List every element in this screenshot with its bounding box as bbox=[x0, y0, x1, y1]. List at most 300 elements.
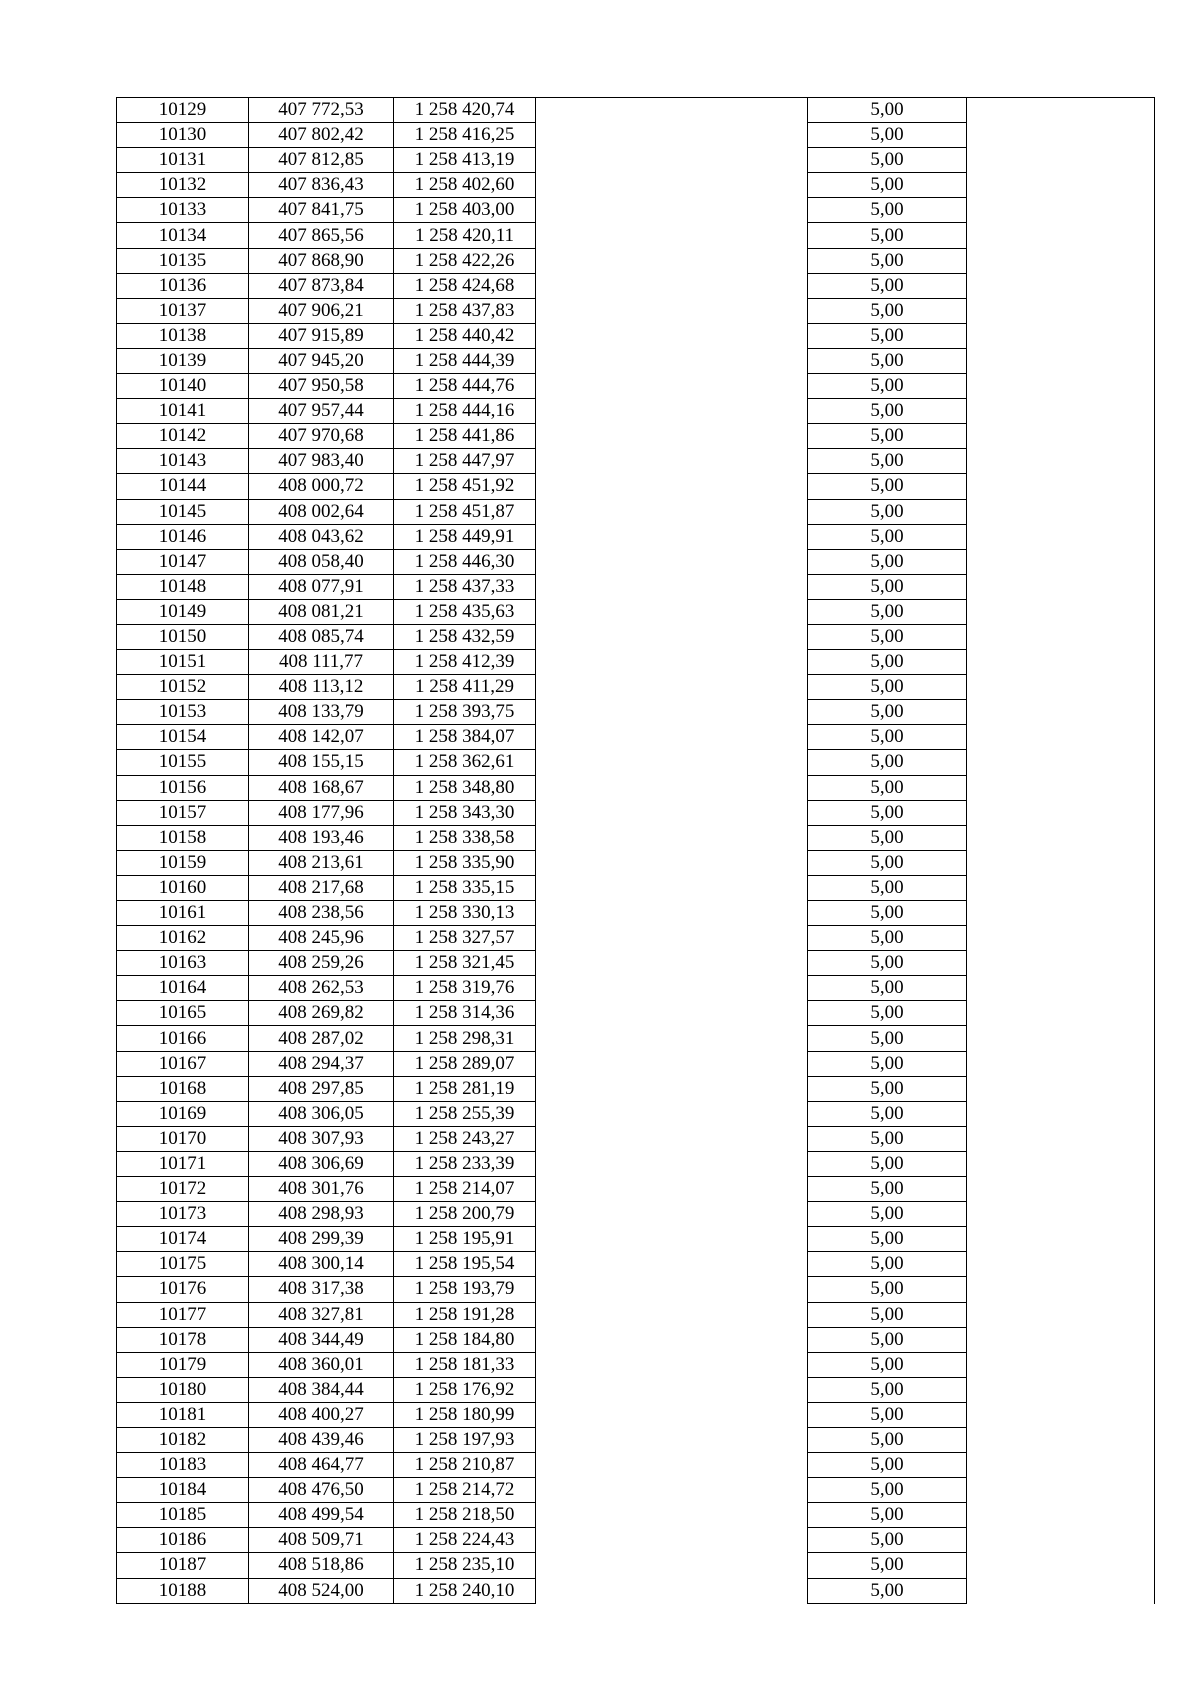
x-coordinate-cell: 408 294,37 bbox=[249, 1051, 394, 1076]
x-coordinate-cell: 407 945,20 bbox=[249, 348, 394, 373]
value-cell: 5,00 bbox=[808, 1553, 967, 1578]
empty-cell bbox=[967, 1227, 1155, 1252]
point-number-cell: 10137 bbox=[117, 298, 249, 323]
table-row bbox=[117, 348, 1155, 373]
table-row bbox=[117, 725, 1155, 750]
value-cell: 5,00 bbox=[808, 273, 967, 298]
empty-cell bbox=[536, 1478, 808, 1503]
value-cell: 5,00 bbox=[808, 248, 967, 273]
value-cell: 5,00 bbox=[808, 850, 967, 875]
table-row bbox=[117, 424, 1155, 449]
point-number-cell: 10178 bbox=[117, 1327, 249, 1352]
x-coordinate-cell: 408 000,72 bbox=[249, 474, 394, 499]
empty-cell bbox=[536, 123, 808, 148]
table-row bbox=[117, 1402, 1155, 1427]
x-coordinate-cell: 407 970,68 bbox=[249, 424, 394, 449]
point-number-cell: 10152 bbox=[117, 675, 249, 700]
empty-cell bbox=[536, 449, 808, 474]
value-cell: 5,00 bbox=[808, 123, 967, 148]
empty-cell bbox=[536, 825, 808, 850]
y-coordinate-cell: 1 258 444,76 bbox=[394, 374, 536, 399]
point-number-cell: 10172 bbox=[117, 1177, 249, 1202]
value-cell: 5,00 bbox=[808, 750, 967, 775]
table-row bbox=[117, 1528, 1155, 1553]
x-coordinate-cell: 408 113,12 bbox=[249, 675, 394, 700]
empty-cell bbox=[536, 1001, 808, 1026]
table-row bbox=[117, 750, 1155, 775]
x-coordinate-cell: 408 245,96 bbox=[249, 926, 394, 951]
table-row bbox=[117, 1302, 1155, 1327]
x-coordinate-cell: 408 287,02 bbox=[249, 1026, 394, 1051]
empty-cell bbox=[967, 775, 1155, 800]
y-coordinate-cell: 1 258 432,59 bbox=[394, 624, 536, 649]
empty-cell bbox=[967, 198, 1155, 223]
table-row bbox=[117, 1327, 1155, 1352]
value-cell: 5,00 bbox=[808, 976, 967, 1001]
point-number-cell: 10184 bbox=[117, 1478, 249, 1503]
empty-cell bbox=[967, 98, 1155, 123]
x-coordinate-cell: 408 301,76 bbox=[249, 1177, 394, 1202]
table-row bbox=[117, 1126, 1155, 1151]
x-coordinate-cell: 407 950,58 bbox=[249, 374, 394, 399]
y-coordinate-cell: 1 258 240,10 bbox=[394, 1578, 536, 1603]
empty-cell bbox=[967, 1528, 1155, 1553]
empty-cell bbox=[536, 323, 808, 348]
x-coordinate-cell: 408 193,46 bbox=[249, 825, 394, 850]
x-coordinate-cell: 408 298,93 bbox=[249, 1202, 394, 1227]
empty-cell bbox=[967, 650, 1155, 675]
empty-cell bbox=[967, 875, 1155, 900]
x-coordinate-cell: 408 238,56 bbox=[249, 901, 394, 926]
point-number-cell: 10143 bbox=[117, 449, 249, 474]
empty-cell bbox=[536, 298, 808, 323]
point-number-cell: 10166 bbox=[117, 1026, 249, 1051]
table-row bbox=[117, 901, 1155, 926]
empty-cell bbox=[967, 1277, 1155, 1302]
y-coordinate-cell: 1 258 422,26 bbox=[394, 248, 536, 273]
point-number-cell: 10169 bbox=[117, 1101, 249, 1126]
value-cell: 5,00 bbox=[808, 1252, 967, 1277]
point-number-cell: 10150 bbox=[117, 624, 249, 649]
empty-cell bbox=[967, 800, 1155, 825]
empty-cell bbox=[536, 223, 808, 248]
value-cell: 5,00 bbox=[808, 800, 967, 825]
empty-cell bbox=[967, 524, 1155, 549]
empty-cell bbox=[967, 1427, 1155, 1452]
empty-cell bbox=[967, 1503, 1155, 1528]
value-cell: 5,00 bbox=[808, 1377, 967, 1402]
table-row bbox=[117, 1101, 1155, 1126]
y-coordinate-cell: 1 258 180,99 bbox=[394, 1402, 536, 1427]
point-number-cell: 10183 bbox=[117, 1453, 249, 1478]
value-cell: 5,00 bbox=[808, 1503, 967, 1528]
value-cell: 5,00 bbox=[808, 1402, 967, 1427]
x-coordinate-cell: 408 177,96 bbox=[249, 800, 394, 825]
value-cell: 5,00 bbox=[808, 599, 967, 624]
y-coordinate-cell: 1 258 176,92 bbox=[394, 1377, 536, 1402]
value-cell: 5,00 bbox=[808, 1001, 967, 1026]
point-number-cell: 10177 bbox=[117, 1302, 249, 1327]
x-coordinate-cell: 408 524,00 bbox=[249, 1578, 394, 1603]
value-cell: 5,00 bbox=[808, 98, 967, 123]
table-row bbox=[117, 800, 1155, 825]
empty-cell bbox=[536, 875, 808, 900]
y-coordinate-cell: 1 258 447,97 bbox=[394, 449, 536, 474]
empty-cell bbox=[536, 1453, 808, 1478]
x-coordinate-cell: 407 868,90 bbox=[249, 248, 394, 273]
x-coordinate-cell: 408 499,54 bbox=[249, 1503, 394, 1528]
empty-cell bbox=[967, 1553, 1155, 1578]
table-row bbox=[117, 499, 1155, 524]
empty-cell bbox=[536, 1101, 808, 1126]
y-coordinate-cell: 1 258 191,28 bbox=[394, 1302, 536, 1327]
point-number-cell: 10141 bbox=[117, 399, 249, 424]
y-coordinate-cell: 1 258 437,83 bbox=[394, 298, 536, 323]
point-number-cell: 10165 bbox=[117, 1001, 249, 1026]
empty-cell bbox=[967, 700, 1155, 725]
empty-cell bbox=[967, 1478, 1155, 1503]
empty-cell bbox=[536, 1202, 808, 1227]
y-coordinate-cell: 1 258 451,92 bbox=[394, 474, 536, 499]
empty-cell bbox=[536, 775, 808, 800]
table-row bbox=[117, 850, 1155, 875]
value-cell: 5,00 bbox=[808, 700, 967, 725]
empty-cell bbox=[536, 424, 808, 449]
point-number-cell: 10174 bbox=[117, 1227, 249, 1252]
value-cell: 5,00 bbox=[808, 901, 967, 926]
point-number-cell: 10145 bbox=[117, 499, 249, 524]
point-number-cell: 10157 bbox=[117, 800, 249, 825]
empty-cell bbox=[536, 1302, 808, 1327]
point-number-cell: 10164 bbox=[117, 976, 249, 1001]
empty-cell bbox=[967, 1026, 1155, 1051]
x-coordinate-cell: 408 327,81 bbox=[249, 1302, 394, 1327]
value-cell: 5,00 bbox=[808, 198, 967, 223]
y-coordinate-cell: 1 258 195,54 bbox=[394, 1252, 536, 1277]
empty-cell bbox=[967, 399, 1155, 424]
point-number-cell: 10147 bbox=[117, 549, 249, 574]
value-cell: 5,00 bbox=[808, 624, 967, 649]
table-row bbox=[117, 1151, 1155, 1176]
y-coordinate-cell: 1 258 233,39 bbox=[394, 1151, 536, 1176]
empty-cell bbox=[967, 901, 1155, 926]
table-row bbox=[117, 574, 1155, 599]
table-row bbox=[117, 98, 1155, 123]
x-coordinate-cell: 408 043,62 bbox=[249, 524, 394, 549]
empty-cell bbox=[536, 1578, 808, 1603]
empty-cell bbox=[536, 750, 808, 775]
y-coordinate-cell: 1 258 441,86 bbox=[394, 424, 536, 449]
table-row bbox=[117, 700, 1155, 725]
point-number-cell: 10135 bbox=[117, 248, 249, 273]
x-coordinate-cell: 408 262,53 bbox=[249, 976, 394, 1001]
empty-cell bbox=[967, 549, 1155, 574]
y-coordinate-cell: 1 258 184,80 bbox=[394, 1327, 536, 1352]
table-row bbox=[117, 1478, 1155, 1503]
x-coordinate-cell: 408 297,85 bbox=[249, 1076, 394, 1101]
x-coordinate-cell: 408 081,21 bbox=[249, 599, 394, 624]
empty-cell bbox=[967, 449, 1155, 474]
table-row bbox=[117, 1553, 1155, 1578]
y-coordinate-cell: 1 258 440,42 bbox=[394, 323, 536, 348]
x-coordinate-cell: 407 802,42 bbox=[249, 123, 394, 148]
empty-cell bbox=[967, 1352, 1155, 1377]
empty-cell bbox=[536, 98, 808, 123]
x-coordinate-cell: 407 906,21 bbox=[249, 298, 394, 323]
point-number-cell: 10176 bbox=[117, 1277, 249, 1302]
x-coordinate-cell: 408 400,27 bbox=[249, 1402, 394, 1427]
table-row bbox=[117, 1453, 1155, 1478]
x-coordinate-cell: 408 317,38 bbox=[249, 1277, 394, 1302]
x-coordinate-cell: 408 306,69 bbox=[249, 1151, 394, 1176]
empty-cell bbox=[967, 424, 1155, 449]
table-row bbox=[117, 1277, 1155, 1302]
y-coordinate-cell: 1 258 214,72 bbox=[394, 1478, 536, 1503]
empty-cell bbox=[967, 951, 1155, 976]
empty-cell bbox=[536, 1177, 808, 1202]
y-coordinate-cell: 1 258 416,25 bbox=[394, 123, 536, 148]
table-row bbox=[117, 323, 1155, 348]
point-number-cell: 10131 bbox=[117, 148, 249, 173]
point-number-cell: 10146 bbox=[117, 524, 249, 549]
empty-cell bbox=[967, 123, 1155, 148]
x-coordinate-cell: 408 259,26 bbox=[249, 951, 394, 976]
y-coordinate-cell: 1 258 321,45 bbox=[394, 951, 536, 976]
empty-cell bbox=[536, 650, 808, 675]
empty-cell bbox=[536, 1503, 808, 1528]
x-coordinate-cell: 408 464,77 bbox=[249, 1453, 394, 1478]
empty-cell bbox=[536, 800, 808, 825]
value-cell: 5,00 bbox=[808, 1302, 967, 1327]
empty-cell bbox=[536, 1076, 808, 1101]
point-number-cell: 10151 bbox=[117, 650, 249, 675]
empty-cell bbox=[536, 1427, 808, 1452]
table-row bbox=[117, 650, 1155, 675]
table-row bbox=[117, 474, 1155, 499]
empty-cell bbox=[967, 1126, 1155, 1151]
table-row bbox=[117, 1076, 1155, 1101]
x-coordinate-cell: 407 865,56 bbox=[249, 223, 394, 248]
table-row bbox=[117, 675, 1155, 700]
y-coordinate-cell: 1 258 335,90 bbox=[394, 850, 536, 875]
empty-cell bbox=[536, 850, 808, 875]
x-coordinate-cell: 408 476,50 bbox=[249, 1478, 394, 1503]
point-number-cell: 10129 bbox=[117, 98, 249, 123]
empty-cell bbox=[536, 198, 808, 223]
value-cell: 5,00 bbox=[808, 424, 967, 449]
empty-cell bbox=[536, 374, 808, 399]
x-coordinate-cell: 408 085,74 bbox=[249, 624, 394, 649]
point-number-cell: 10186 bbox=[117, 1528, 249, 1553]
empty-cell bbox=[536, 1352, 808, 1377]
table-row bbox=[117, 1177, 1155, 1202]
value-cell: 5,00 bbox=[808, 1076, 967, 1101]
x-coordinate-cell: 408 111,77 bbox=[249, 650, 394, 675]
empty-cell bbox=[536, 1377, 808, 1402]
value-cell: 5,00 bbox=[808, 1578, 967, 1603]
value-cell: 5,00 bbox=[808, 399, 967, 424]
empty-cell bbox=[536, 1528, 808, 1553]
y-coordinate-cell: 1 258 218,50 bbox=[394, 1503, 536, 1528]
point-number-cell: 10142 bbox=[117, 424, 249, 449]
y-coordinate-cell: 1 258 413,19 bbox=[394, 148, 536, 173]
table-row bbox=[117, 1001, 1155, 1026]
point-number-cell: 10156 bbox=[117, 775, 249, 800]
empty-cell bbox=[967, 675, 1155, 700]
table-row bbox=[117, 825, 1155, 850]
table-row bbox=[117, 1051, 1155, 1076]
table-row bbox=[117, 1227, 1155, 1252]
y-coordinate-cell: 1 258 446,30 bbox=[394, 549, 536, 574]
empty-cell bbox=[536, 1277, 808, 1302]
table-row bbox=[117, 951, 1155, 976]
x-coordinate-cell: 408 077,91 bbox=[249, 574, 394, 599]
empty-cell bbox=[536, 901, 808, 926]
point-number-cell: 10175 bbox=[117, 1252, 249, 1277]
empty-cell bbox=[967, 725, 1155, 750]
y-coordinate-cell: 1 258 343,30 bbox=[394, 800, 536, 825]
empty-cell bbox=[536, 725, 808, 750]
table-row bbox=[117, 148, 1155, 173]
empty-cell bbox=[967, 1453, 1155, 1478]
value-cell: 5,00 bbox=[808, 1227, 967, 1252]
value-cell: 5,00 bbox=[808, 926, 967, 951]
value-cell: 5,00 bbox=[808, 1478, 967, 1503]
table-row bbox=[117, 976, 1155, 1001]
y-coordinate-cell: 1 258 384,07 bbox=[394, 725, 536, 750]
y-coordinate-cell: 1 258 449,91 bbox=[394, 524, 536, 549]
x-coordinate-cell: 408 384,44 bbox=[249, 1377, 394, 1402]
empty-cell bbox=[967, 1202, 1155, 1227]
empty-cell bbox=[536, 499, 808, 524]
empty-cell bbox=[536, 951, 808, 976]
table-row bbox=[117, 198, 1155, 223]
x-coordinate-cell: 408 306,05 bbox=[249, 1101, 394, 1126]
empty-cell bbox=[536, 248, 808, 273]
point-number-cell: 10179 bbox=[117, 1352, 249, 1377]
y-coordinate-cell: 1 258 437,33 bbox=[394, 574, 536, 599]
document-page bbox=[116, 97, 1154, 1604]
value-cell: 5,00 bbox=[808, 1427, 967, 1452]
x-coordinate-cell: 408 168,67 bbox=[249, 775, 394, 800]
empty-cell bbox=[967, 825, 1155, 850]
empty-cell bbox=[536, 399, 808, 424]
empty-cell bbox=[967, 1076, 1155, 1101]
empty-cell bbox=[536, 1252, 808, 1277]
empty-cell bbox=[967, 976, 1155, 1001]
table-row bbox=[117, 599, 1155, 624]
value-cell: 5,00 bbox=[808, 298, 967, 323]
empty-cell bbox=[536, 1026, 808, 1051]
value-cell: 5,00 bbox=[808, 549, 967, 574]
empty-cell bbox=[967, 474, 1155, 499]
y-coordinate-cell: 1 258 435,63 bbox=[394, 599, 536, 624]
empty-cell bbox=[536, 1227, 808, 1252]
empty-cell bbox=[967, 1051, 1155, 1076]
y-coordinate-cell: 1 258 298,31 bbox=[394, 1026, 536, 1051]
table-row bbox=[117, 173, 1155, 198]
point-number-cell: 10149 bbox=[117, 599, 249, 624]
y-coordinate-cell: 1 258 255,39 bbox=[394, 1101, 536, 1126]
empty-cell bbox=[967, 1402, 1155, 1427]
y-coordinate-cell: 1 258 314,36 bbox=[394, 1001, 536, 1026]
table-row bbox=[117, 1427, 1155, 1452]
point-number-cell: 10132 bbox=[117, 173, 249, 198]
empty-cell bbox=[536, 926, 808, 951]
y-coordinate-cell: 1 258 424,68 bbox=[394, 273, 536, 298]
empty-cell bbox=[536, 700, 808, 725]
empty-cell bbox=[967, 1327, 1155, 1352]
empty-cell bbox=[536, 599, 808, 624]
empty-cell bbox=[536, 1126, 808, 1151]
empty-cell bbox=[967, 348, 1155, 373]
y-coordinate-cell: 1 258 193,79 bbox=[394, 1277, 536, 1302]
empty-cell bbox=[536, 148, 808, 173]
point-number-cell: 10153 bbox=[117, 700, 249, 725]
point-number-cell: 10138 bbox=[117, 323, 249, 348]
value-cell: 5,00 bbox=[808, 1327, 967, 1352]
value-cell: 5,00 bbox=[808, 1051, 967, 1076]
empty-cell bbox=[536, 1051, 808, 1076]
y-coordinate-cell: 1 258 393,75 bbox=[394, 700, 536, 725]
x-coordinate-cell: 408 509,71 bbox=[249, 1528, 394, 1553]
point-number-cell: 10160 bbox=[117, 875, 249, 900]
empty-cell bbox=[967, 173, 1155, 198]
table-row bbox=[117, 273, 1155, 298]
value-cell: 5,00 bbox=[808, 574, 967, 599]
table-row bbox=[117, 1026, 1155, 1051]
point-number-cell: 10154 bbox=[117, 725, 249, 750]
y-coordinate-cell: 1 258 195,91 bbox=[394, 1227, 536, 1252]
value-cell: 5,00 bbox=[808, 1352, 967, 1377]
x-coordinate-cell: 407 841,75 bbox=[249, 198, 394, 223]
empty-cell bbox=[967, 148, 1155, 173]
point-number-cell: 10162 bbox=[117, 926, 249, 951]
y-coordinate-cell: 1 258 197,93 bbox=[394, 1427, 536, 1452]
point-number-cell: 10185 bbox=[117, 1503, 249, 1528]
y-coordinate-cell: 1 258 210,87 bbox=[394, 1453, 536, 1478]
y-coordinate-cell: 1 258 411,29 bbox=[394, 675, 536, 700]
point-number-cell: 10182 bbox=[117, 1427, 249, 1452]
empty-cell bbox=[536, 624, 808, 649]
x-coordinate-cell: 408 439,46 bbox=[249, 1427, 394, 1452]
x-coordinate-cell: 408 213,61 bbox=[249, 850, 394, 875]
value-cell: 5,00 bbox=[808, 524, 967, 549]
empty-cell bbox=[536, 273, 808, 298]
table-row bbox=[117, 1352, 1155, 1377]
value-cell: 5,00 bbox=[808, 323, 967, 348]
empty-cell bbox=[967, 1252, 1155, 1277]
point-number-cell: 10161 bbox=[117, 901, 249, 926]
empty-cell bbox=[536, 1327, 808, 1352]
point-number-cell: 10133 bbox=[117, 198, 249, 223]
empty-cell bbox=[536, 1151, 808, 1176]
y-coordinate-cell: 1 258 319,76 bbox=[394, 976, 536, 1001]
table-row bbox=[117, 1377, 1155, 1402]
empty-cell bbox=[967, 1151, 1155, 1176]
point-number-cell: 10140 bbox=[117, 374, 249, 399]
value-cell: 5,00 bbox=[808, 1528, 967, 1553]
empty-cell bbox=[967, 1177, 1155, 1202]
x-coordinate-cell: 408 002,64 bbox=[249, 499, 394, 524]
value-cell: 5,00 bbox=[808, 1151, 967, 1176]
x-coordinate-cell: 408 155,15 bbox=[249, 750, 394, 775]
y-coordinate-cell: 1 258 412,39 bbox=[394, 650, 536, 675]
x-coordinate-cell: 407 836,43 bbox=[249, 173, 394, 198]
value-cell: 5,00 bbox=[808, 449, 967, 474]
table-row bbox=[117, 399, 1155, 424]
point-number-cell: 10155 bbox=[117, 750, 249, 775]
